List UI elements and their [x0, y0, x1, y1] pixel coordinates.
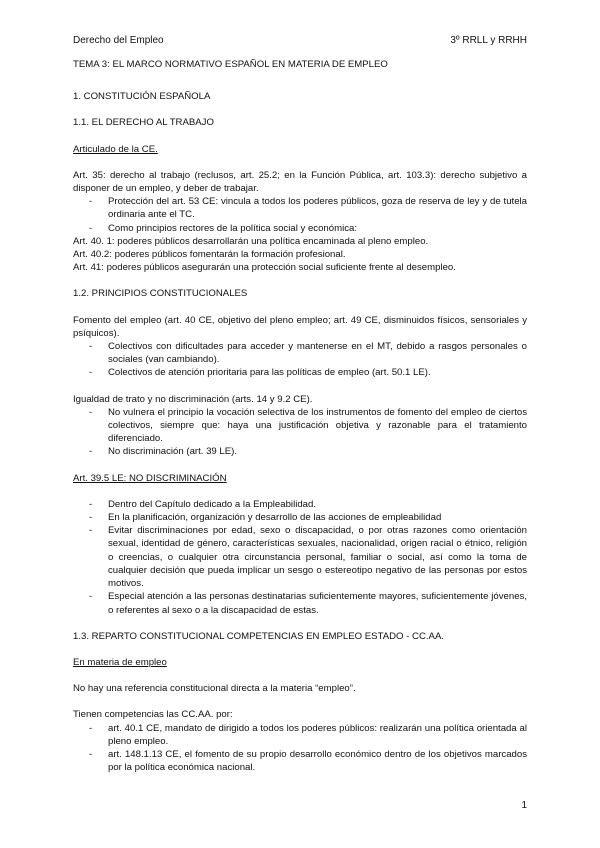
igualdad-bullet-list: [73, 406, 527, 459]
list-item: - art. 40.1 CE, mandato de dirigido a todos los poderes públicos: realizarán una política orientada al pleno empleo.: [73, 722, 527, 748]
list-item: - No vulnera el principio la vocación selectiva de los instrumentos de fomento del empleo de ciertos colectivos, siempre que: haya una justificación objetiva y razonable para el tratamiento diferenciado.: [73, 406, 527, 446]
list-item: - Dentro del Capítulo dedicado a la Empleabilidad.: [73, 498, 527, 511]
header-course: Derecho del Empleo: [73, 35, 164, 46]
list-item: - Protección del art. 53 CE: vincula a todos los poderes públicos, goza de reserva de ley y de tutela ordinaria ante el TC.: [73, 195, 527, 221]
art35-bullet-list: [73, 195, 527, 235]
art40-1-line: Art. 40. 1: poderes públicos desarrollarán una política encaminada al pleno empleo.: [73, 235, 429, 247]
header-degree: 3º RRLL y RRHH: [450, 35, 527, 46]
art35-paragraph: Art. 35: derecho al trabajo (reclusos, art. 25.2; en la Función Pública, art. 103.3): derecho subjetivo a disponer de un empleo, y deber de trabajar.: [73, 169, 527, 195]
list-item: - Especial atención a las personas destinatarias suficientemente mayores, suficientemente jóvenes, o referentes al sexo o a la discapacidad de estas.: [73, 590, 527, 616]
competencias-bullet-list: [73, 722, 527, 775]
page-content: [73, 58, 527, 774]
section-heading-1: 1. CONSTITUCIÓN ESPAÑOLA: [73, 91, 211, 103]
art39-5-bullet-list: [73, 498, 527, 617]
articulado-heading: Articulado de la CE.: [73, 143, 158, 155]
igualdad-paragraph: Igualdad de trato y no discriminación (arts. 14 y 9.2 CE).: [73, 393, 313, 405]
document-title: TEMA 3: EL MARCO NORMATIVO ESPAÑOL EN MATERIA DE EMPLEO: [73, 59, 388, 70]
list-item: - No discriminación (art. 39 LE).: [73, 445, 527, 458]
subsection-heading-1-2: 1.2. PRINCIPIOS CONSTITUCIONALES: [73, 288, 248, 300]
list-item: - Colectivos con dificultades para acceder y mantenerse en el MT, debido a rasgos personales o sociales (van cambiando).: [73, 340, 527, 366]
list-item: - Colectivos de atención prioritaria para las políticas de empleo (art. 50.1 LE).: [73, 366, 527, 379]
page-number: 1: [521, 800, 527, 811]
fomento-bullet-list: [73, 340, 527, 380]
competencias-paragraph: Tienen competencias las CC.AA. por:: [73, 709, 233, 721]
subsection-heading-1-3: 1.3. REPARTO CONSTITUCIONAL COMPETENCIAS EN EMPLEO ESTADO - CC.AA.: [73, 630, 445, 642]
art41-line: Art. 41: poderes públicos asegurarán una protección social suficiente frente al desempleo.: [73, 262, 456, 274]
list-item: - En la planificación, organización y desarrollo de las acciones de empleabilidad: [73, 511, 527, 524]
no-referencia-paragraph: No hay una referencia constitucional directa a la materia “empleo”.: [73, 683, 356, 695]
list-item: - Evitar discriminaciones por edad, sexo o discapacidad, o por otras razones como orientación sexual, identidad de género, características sexuales, nacionalidad, origen racial o étnico, religión o creencias, o cualquier otra circunstancia personal, familiar o social, así como la toma de cualquier decisión que pueda implicar un sesgo o estereotipo negativo de las personas por estos motivos.: [73, 524, 527, 590]
fomento-paragraph: Fomento del empleo (art. 40 CE, objetivo del pleno empleo; art. 49 CE, disminuidos físicos, sensoriales y psíquicos).: [73, 314, 527, 339]
list-item: - Como principios rectores de la política social y económica:: [73, 222, 527, 235]
materia-empleo-heading: En materia de empleo: [73, 656, 167, 668]
list-item: - art. 148.1.13 CE, el fomento de su propio desarrollo económico dentro de los objetivos marcados por la política económica nacional.: [73, 748, 527, 774]
subsection-heading-1-1: 1.1. EL DERECHO AL TRABAJO: [73, 117, 214, 129]
art40-2-line: Art. 40.2: poderes públicos fomentarán la formación profesional.: [73, 249, 346, 261]
art39-5-heading: Art. 39.5 LE: NO DISCRIMINACIÓN: [73, 472, 227, 484]
